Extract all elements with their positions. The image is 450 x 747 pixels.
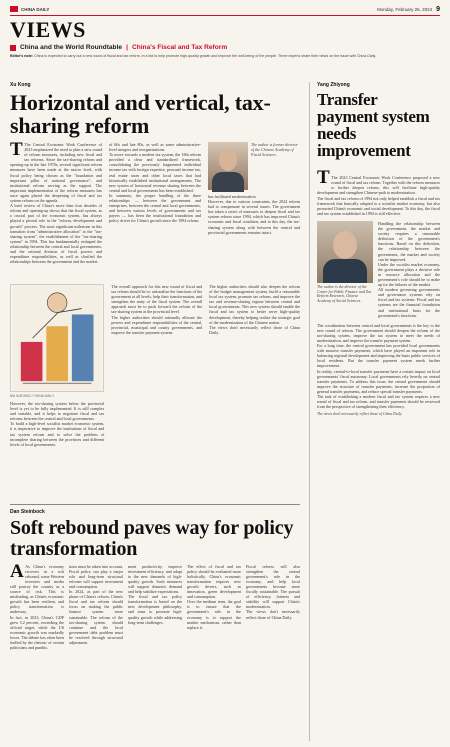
left-col-1 (10, 142, 102, 278)
kicker-sub: China's Fiscal and Tax Reform (131, 44, 228, 51)
cartoon-drawing-icon (11, 285, 103, 391)
left-article-columns (10, 142, 300, 278)
drop-cap: T (10, 142, 23, 160)
author-suit-icon (212, 172, 244, 192)
right-main-text: The coordination between central and local governments is the key to the new round of reform. The government should deepen the reform of the tax-sharing system, improve the tax system to meet the needs of modernization, and improve the transfer payment system. For a long time, the central government has provided local governments with massive transfer payments, which have played an important role in balancing regional development and improving the basic public services of local residents. But the transfer payment system needs further improvement. In reality, central-to-local transfer payments have a certain impact on local governments' fiscal autonomy. Local governments rely heavily on central transfer payments. To address this issue, the central government should improve the structure of transfer payments, increase the proportion of general transfer payments, and reduce special transfer payments. The task of establishing a modern fiscal and tax system requires a new round of fiscal and tax reform, and transfer payments should be reviewed from the perspective of strengthening their efficiency. (317, 322, 440, 410)
left-lower-col-3: The higher authorities should also deepen the reform of the budget management system, build a reasonable local tax system, promote tax reform, and improve the tax and revenue-sharing regime between central and local governments. This new system should enable the fiscal and tax system to better serve high-quality development, thereby helping realize the strategic goal of the modernization of the Chinese nation. The views don't necessarily reflect those of China Daily. (209, 284, 300, 335)
kicker-separator: | (126, 44, 128, 51)
bottom-col-1 (10, 564, 64, 747)
bottom-col-2: tions must be taken into account. Fiscal policy can play a major role and long-term structural reforms will support investment and consumption. In 2024, as part of the new phase of China's reform, China's fiscal and tax reform should focus on making the public finance system more sustainable. The reform of the tax-sharing system should continue and the local government debt problem must be resolved through structural adjustment. (69, 563, 123, 645)
left-author-bio: The author is former director of the Chinese Academy of Fiscal Sciences. (251, 142, 298, 157)
publication-mark (10, 6, 300, 12)
right-author-photo (317, 221, 373, 283)
bottom-byline: Dan Steinbock (10, 508, 45, 515)
left-col-3 (208, 142, 300, 278)
content-columns (10, 82, 440, 741)
left-lower-cols (111, 284, 300, 480)
right-author-face-icon (333, 231, 357, 259)
right-intro (317, 165, 440, 216)
bottom-col-1-text: As China's economy recovers in a soft rebound, some Western investors and media still portray the country as a source of risk. This is misleading, as China's economic growth has been resilient, and policy transformation is underway. In fact, in 2023, China's GDP grew 5.2 percent, exceeding the official target, while the US economic growth was markedly lower. The debate has often been fuelled by the rhetoric of certain politicians and pundits. (10, 563, 64, 651)
page-header (10, 4, 440, 14)
bottom-col-5: Fiscal reform will also strengthen the central government's role in the economy, and help local governments become more fiscally sustainable. The pursuit of efficiency, fairness and stability will support China's modernization. The views don't necessarily reflect those of China Daily. (246, 563, 300, 620)
bottom-col-4: The effect of fiscal and tax policy should be evaluated more holistically. China's economic transformation requires new growth drivers, such as innovation, green development and consumption. Over the medium term, the goal is to ensure that the government's role in the economy is to support the market mechanism, rather than replace it. (187, 563, 241, 630)
header-rule (10, 15, 440, 16)
bottom-columns (10, 564, 300, 747)
left-byline: Xu Kong (10, 82, 31, 88)
author-photo (208, 142, 248, 190)
right-author-shirt-icon (323, 259, 367, 283)
left-lower-area (10, 284, 300, 480)
left-col-1-text: The Central Economic Work Conference of 2023 emphasized the need to plan a new round of reform measures, including new fiscal and tax reforms. Since the tax-sharing reform and opening-up in the late 1970s, several significant reform measures have been made at the macro level, with fiscal policy being chosen as the "foundation and important pillar of national governance", and institutional reform serving as the support. The important implementation of the reform measures has once again placed the deepening of fiscal and tax system reform on the agenda. A brief review of China's more than four decades of reform and opening-up shows that the fiscal system, as a crucial part of the economic system, has always played a pivotal role in the "reform, development and growth" process. The most significant milestone in this transition from "administrative allocation" to the "tax-sharing system", the establishment of the "tax-sharing system" in 1994. This has fundamentally reshaped the relationship between the central and local governments, and the rational division of fiscal powers and expenditure responsibilities, as well as clarified the relationships between the government and the market. (10, 142, 102, 265)
right-side-col: Handling the relationship between the government, the market and society requires a reasonable definition of the government's functions. Based on this definition, the relationship between the government, the market and society can be improved. Under the socialist market economy, the government plays a decisive role in resource allocation and the government's role should be to make up for the failures of the market. All modern governing governments and governance systems rely on fiscal and tax systems. Fiscal and tax systems are the financial foundation and institutional basis for the government's functions. (378, 220, 440, 318)
right-area (309, 82, 440, 741)
page-meta (377, 6, 440, 13)
china-daily-logo-icon (10, 6, 18, 12)
editor-note (10, 54, 440, 58)
right-headline: Transfer payment system needs improvement (317, 90, 430, 160)
cartoon-illustration (10, 284, 104, 392)
left-headline: Horizontal and vertical, tax-sharing reform (10, 90, 271, 138)
bottom-headline: Soft rebound paves way for policy transformation (10, 516, 294, 560)
author-box (208, 142, 300, 190)
editor-note-label: Editor's note: (10, 54, 34, 58)
right-author-box (317, 221, 373, 318)
section-kicker (10, 44, 440, 51)
section-title: VIEWS (10, 17, 86, 42)
bottom-divider (10, 504, 300, 505)
cartoon-caption: MA XUEJING / CHINA DAILY (10, 394, 55, 398)
page-number: 9 (436, 5, 440, 13)
bottom-article (10, 504, 300, 741)
kicker-main: China and the World Roundtable (20, 44, 123, 51)
author-face-icon (219, 149, 237, 171)
right-disclaimer: The views don't necessarily reflect those of China Daily. (317, 412, 403, 417)
left-col-2: of 60s and late 80s, as well as some administrative-level mergers and reorganizations. To move towards a modern tax system, the 18th reform provided a clear and standardized framework, consolidating the previously fragmented individual income tax with foreign expertise, personal income tax, real estate taxes and other local taxes that had historically established institutional arrangements. The new system of horizontal revenue sharing between the central and local governments has been established. In summary, the proper handling of the three relationships — between the government and enterprises, between the central and local governments, and between various levels of governments and tax payers — has been the institutional foundation and policy driver for China's growth since the 1994 reform. (109, 142, 201, 224)
left-lower-col-2: The overall approach for this new round of fiscal and tax reform should be to: rationalize the functions of the government at all levels, help their transformation, and strengthen the unity of the fiscal system. The overall approach must be to push forward the reform of the tax-sharing system at the provincial level. The higher authorities should rationally allocate the powers and expenditure responsibilities of the central, provincial, municipal and county governments, and improve the transfer payment system. (111, 284, 203, 335)
right-intro-text: The 2023 Central Economic Work Conference proposed a new round of fiscal and tax reform. Together with the reform measures to further deepen reform, this will facilitate high-quality development and strengthen Chinese-path to modernization. The fiscal and tax reform of 1994 not only helped establish a fiscal and tax framework that basically adapted to a socialist market economy, but also promoted China's economic and social development. To this day, the fiscal and tax system established in 1994 is still effective. (317, 175, 440, 216)
editor-note-text: China is expected to carry out a new round of fiscal and tax reform, in a bid to help promote high-quality growth and improve the well-being of the people. Three experts share their views on the issue with China Daily. (34, 54, 377, 58)
right-author-bio: The author is the director of the Center for Public Finance and Tax Reform Research, Chinese Academy of Social Sciences. (317, 284, 372, 303)
kicker-square-icon (10, 45, 16, 51)
issue-date: Monday, February 26, 2024 (377, 6, 433, 12)
left-area (10, 82, 300, 741)
left-col-3-text: has facilitated modernization. However, due to various constraints, the 2024 reform had to compensate in several issues. The government has taken a series of measures to deepen fiscal and tax system reform since 1994, which has improved China's economic and fiscal condition, and to this day, the tax-sharing system along with between the central and provincial governments remains intact. (208, 194, 300, 235)
left-lower-col-1: However, the tax-sharing system below the provincial level is yet to be fully implemented. It is still complex and variable, and it helps to negotiate fiscal and tax reforms between the central and local governments. To build a high-level socialist market economic system, it is imperative to improve the institutions of fiscal and tax system reform and to solve the problem of incomplete sharing between the provinces and different levels of local governments. (10, 401, 105, 447)
bottom-col-3: ment productivity, improve investment efficiency, and adapt to the new demands of high-quality growth. Such measures will support domestic demand and help stabilize expectations. The fiscal and tax policy transformation is based on the new development philosophy, and aims to promote high-quality growth while addressing long-term challenges. (128, 563, 182, 625)
bottom-drop-cap: A (10, 563, 24, 582)
publication-name: CHINA DAILY (21, 6, 50, 12)
right-drop-cap: T (317, 167, 330, 189)
right-mid (317, 221, 440, 318)
right-byline: Yang Zhiyong (317, 82, 350, 88)
cartoon-block (10, 284, 104, 480)
